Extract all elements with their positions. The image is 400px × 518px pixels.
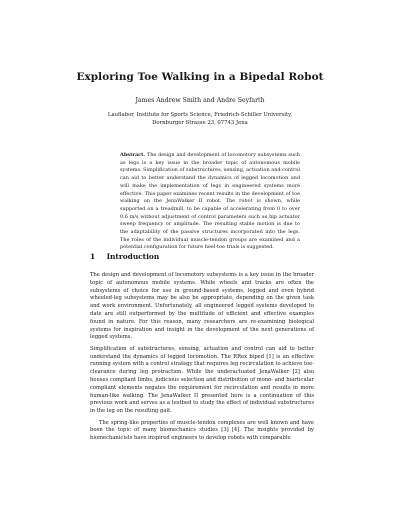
- paper-affiliation: Lauflabor, Institute for Sports Science, Friedrich-Schiller University, Dornburger Strasse 23, 07743 Jena: [107, 112, 293, 126]
- abstract: [120, 152, 300, 252]
- body-paragraph: Simplification of substructures, sensing, actuation and control can aid to better understand the dynamics of legged locomotion. The RRex biped [1] is an effective running system with a control strategy that requires leg recirculation to achieve toe-clearance during leg protraction. While the underactuated JenaWalker [2] also houses compliant limbs, judicious selection and distribution of mono- and biarticular compliant elements negates the requirement for recirculation and results in more human-like walking. The JenaWalker II presented here is a continuation of this previous work and serves as a testbed to study the effect of individual substructures in the leg on the resulting gait.: [90, 345, 314, 415]
- body-paragraph: The design and development of locomotory subsystems is a key issue in the broader topic of autonomous mobile systems. While wheels and tracks are often the subsystems of choice for use in ground-based systems, legged and even hybrid wheeled-leg subsystems may be also be appropriate, depending on the given task and work environment. Unfortunately, all engineered legged systems developed to date are still outperformed by the multitude of efficient and effective examples found in nature. For this reason, many researchers are re-examining biological systems for inspiration and insight in the development of the next generations of legged systems.: [90, 272, 314, 341]
- abstract-text: The design and development of locomotory subsystems such as legs is a key issue in the broader topic of autonomous mobile systems. Simplification of substructures, sensing, actuation and control can aid to better understand the dynamics of legged locomotion and will make the implementation of legs in engineered systems more effective. This paper examines recent results in the development of toe walking on the JenaWalker II robot. The robot is shown, while supported on a treadmill, to be capable of accelerating from 0 to over 0.6 m/s without adjustment of control parameters such as hip actuator sweep frequency or amplitude. The resulting stable motion is due to the adaptability of the passive structures incorporated into the legs. The roles of the individual muscle-tendon groups are examined and a potential configuration for future heel-toe trials is suggested.: [120, 152, 300, 251]
- body-paragraph: The spring-like properties of muscle-tendon complexes are well known and have been the topic of many biomechanics studies [3] [4]. The insights provided by biomechanicists have inspired engineers to develop robots with comparable: [90, 419, 314, 442]
- paper-authors: James Andrew Smith and Andre Seyfarth: [135, 97, 265, 104]
- section-heading: [90, 252, 159, 261]
- abstract-label: Abstract.: [120, 152, 146, 158]
- paper-title: Exploring Toe Walking in a Bipedal Robot: [76, 71, 324, 83]
- section-number: 1: [90, 252, 96, 261]
- section-body: [90, 272, 314, 447]
- section-title: Introduction: [106, 252, 160, 261]
